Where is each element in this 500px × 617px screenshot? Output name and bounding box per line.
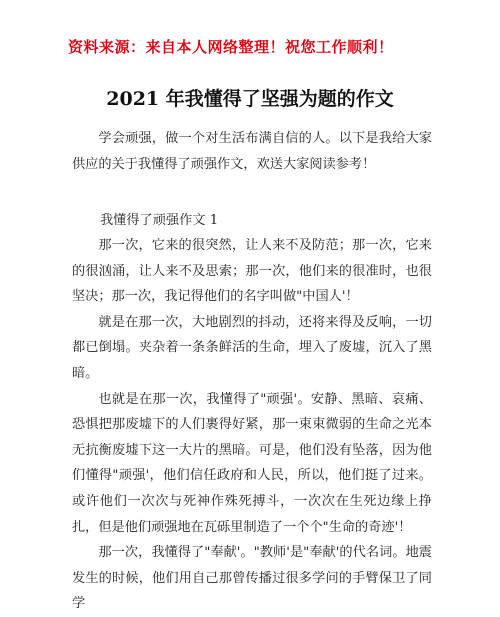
essay-body bbox=[72, 233, 432, 617]
essay-paragraph: 那一次，我懂得了"奉献'。"教师'是"奉献'的代名词。地震发生的时候，他们用自己那曾传播过很多学问的手臂保卫了同学 bbox=[72, 545, 432, 612]
essay-paragraph: 就是在那一次，大地剧烈的抖动，还将来得及反响，一切都已倒塌。夹杂着一条条鲜活的生命，埋入了废墟，沉入了黑暗。 bbox=[72, 314, 432, 381]
intro-block bbox=[72, 126, 432, 177]
essay-heading: 我懂得了顽强作文 1 bbox=[100, 213, 219, 228]
intro-paragraph: 学会顽强，做一个对生活布满自信的人。以下是我给大家供应的关于我懂得了顽强作文，欢送大家阅读参考！ bbox=[72, 131, 432, 172]
source-notice: 资料来源：来自本人网络整理！祝您工作顺利！ bbox=[68, 38, 394, 56]
essay-paragraph: 也就是在那一次，我懂得了"顽强'。安静、黑暗、哀痛、恐惧把那废墟下的人们裹得好紧，那一束束微弱的生命之光本无抗衡废墟下这一大片的黑暗。可是，他们没有坠落，因为他们懂得"顽强'，他们信任政府和人民，所以，他们挺了过来。或许他们一次次与死神作殊死搏斗，一次次在生死边缘上挣扎，但是他们顽强地在瓦砾里制造了一个个"生命的奇迹'！ bbox=[72, 391, 432, 535]
document-title: 2021 年我懂得了坚强为题的作文 bbox=[106, 88, 394, 110]
essay-paragraph: 那一次，它来的很突然，让人来不及防范；那一次，它来的很汹涌，让人来不及思索；那一次，他们来的很准时，也很坚决；那一次，我记得他们的名字叫做"中国人'！ bbox=[72, 238, 432, 305]
